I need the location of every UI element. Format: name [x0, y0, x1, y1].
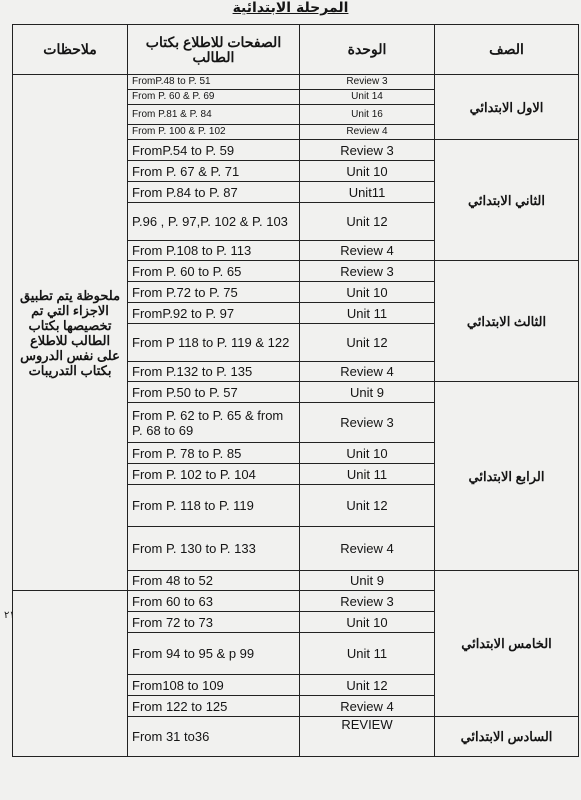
unit-cell: Unit 9	[300, 382, 435, 403]
unit-cell: Unit 10	[300, 612, 435, 633]
pages-cell: From P.108 to P. 113	[128, 241, 300, 261]
unit-cell: Unit 12	[300, 485, 435, 527]
grade-cell: السادس الابتدائي	[435, 717, 579, 757]
grade-cell: الثالث الابتدائي	[435, 261, 579, 382]
unit-cell: Review 4	[300, 527, 435, 571]
pages-cell: From P. 67 & P. 71	[128, 161, 300, 182]
unit-cell: Review 4	[300, 696, 435, 717]
pages-cell: From 94 to 95 & p 99	[128, 633, 300, 675]
unit-cell: Unit 11	[300, 633, 435, 675]
unit-cell: REVIEW	[300, 717, 435, 757]
unit-cell: Unit 12	[300, 324, 435, 362]
unit-cell: Unit 10	[300, 161, 435, 182]
unit-cell: Unit 11	[300, 464, 435, 485]
unit-cell: Unit 11	[300, 303, 435, 324]
header-pages: الصفحات للاطلاع بكتاب الطالب	[128, 25, 300, 75]
unit-cell: Unit 12	[300, 675, 435, 696]
pages-cell: From P. 78 to P. 85	[128, 443, 300, 464]
pages-cell: From P. 62 to P. 65 & from P. 68 to 69	[128, 403, 300, 443]
pages-cell: From P. 102 to P. 104	[128, 464, 300, 485]
pages-cell: From P 118 to P. 119 & 122	[128, 324, 300, 362]
notes-cell-empty	[13, 591, 128, 757]
unit-cell: Review 3	[300, 403, 435, 443]
page-title-text: المرحلة الابتدائية	[232, 0, 349, 16]
grade-cell: الرابع الابتدائي	[435, 382, 579, 571]
grade-cell: الاول الابتدائي	[435, 75, 579, 140]
unit-cell: Unit 12	[300, 203, 435, 241]
header-unit: الوحدة	[300, 25, 435, 75]
unit-cell: Unit 14	[300, 90, 435, 105]
page-title	[0, 0, 581, 20]
unit-cell: Unit 16	[300, 105, 435, 125]
unit-cell: Review 3	[300, 140, 435, 161]
header-grade: الصف	[435, 25, 579, 75]
unit-cell: Unit 9	[300, 571, 435, 591]
notes-cell: ملحوظة يتم تطبيق الاجزاء التي تم تخصيصها بكتاب الطالب للاطلاع على نفس الدروس بكتاب التدريبات	[13, 75, 128, 591]
pages-cell: From P. 130 to P. 133	[128, 527, 300, 571]
pages-cell: From P. 60 & P. 69	[128, 90, 300, 105]
curriculum-table	[12, 24, 579, 757]
unit-cell: Review 3	[300, 75, 435, 90]
pages-cell: From 48 to 52	[128, 571, 300, 591]
page-side-mark: ٢١	[4, 610, 15, 621]
pages-cell: From P.50 to P. 57	[128, 382, 300, 403]
pages-cell: From 60 to 63	[128, 591, 300, 612]
table-row	[13, 75, 579, 90]
grade-cell: الثاني الابتدائي	[435, 140, 579, 261]
pages-cell: FromP.92 to P. 97	[128, 303, 300, 324]
pages-cell: From108 to 109	[128, 675, 300, 696]
unit-cell: Review 4	[300, 125, 435, 140]
pages-cell: From 72 to 73	[128, 612, 300, 633]
unit-cell: Unit11	[300, 182, 435, 203]
pages-cell: From P.81 & P. 84	[128, 105, 300, 125]
header-row	[13, 25, 579, 75]
unit-cell: Review 4	[300, 241, 435, 261]
pages-cell: From P. 60 to P. 65	[128, 261, 300, 282]
pages-cell: From P.132 to P. 135	[128, 362, 300, 382]
pages-cell: From P.84 to P. 87	[128, 182, 300, 203]
pages-cell: P.96 , P. 97,P. 102 & P. 103	[128, 203, 300, 241]
pages-cell: From P. 100 & P. 102	[128, 125, 300, 140]
unit-cell: Review 3	[300, 591, 435, 612]
grade-cell: الخامس الابتدائي	[435, 571, 579, 717]
pages-cell: From 122 to 125	[128, 696, 300, 717]
pages-cell: FromP.48 to P. 51	[128, 75, 300, 90]
pages-cell: From P. 118 to P. 119	[128, 485, 300, 527]
pages-cell: From 31 to36	[128, 717, 300, 757]
header-notes: ملاحظات	[13, 25, 128, 75]
unit-cell: Unit 10	[300, 282, 435, 303]
pages-cell: From P.72 to P. 75	[128, 282, 300, 303]
unit-cell: Review 4	[300, 362, 435, 382]
unit-cell: Unit 10	[300, 443, 435, 464]
pages-cell: FromP.54 to P. 59	[128, 140, 300, 161]
unit-cell: Review 3	[300, 261, 435, 282]
